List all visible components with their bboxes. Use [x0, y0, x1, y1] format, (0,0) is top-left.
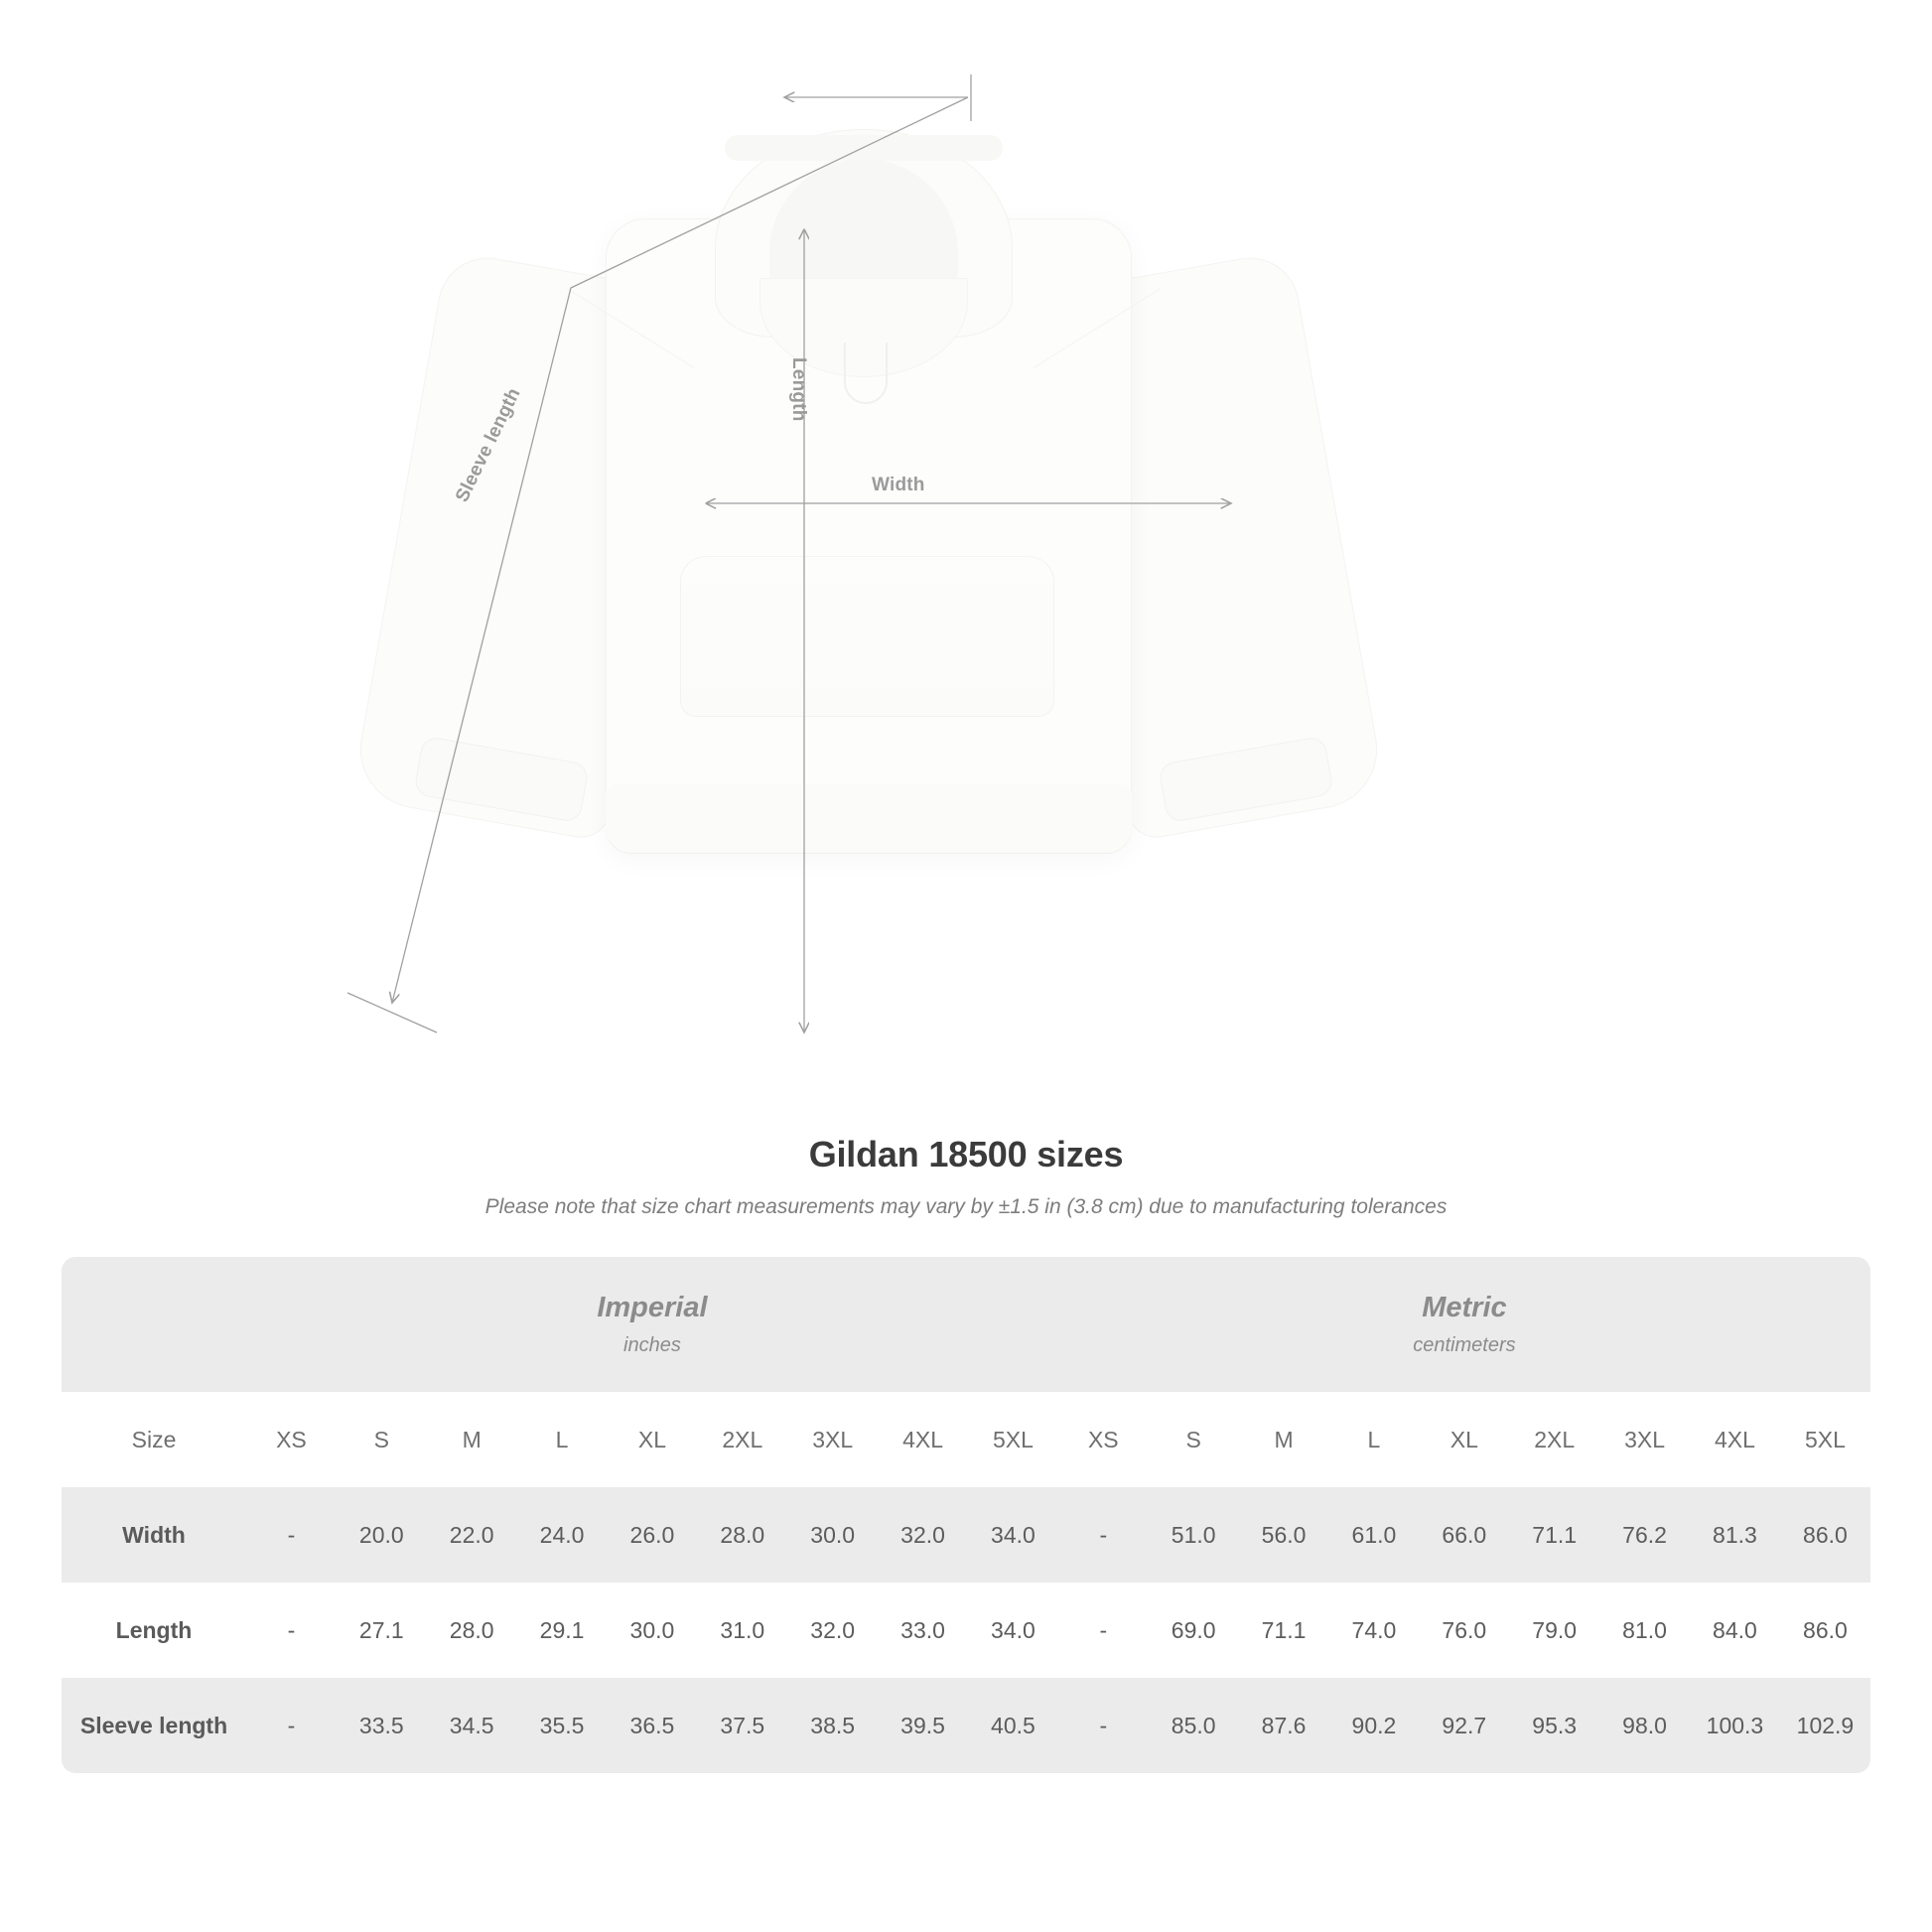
- cell-sleeve-imperial-2xl: 37.5: [697, 1678, 787, 1773]
- cell-width-metric-m: 56.0: [1239, 1487, 1329, 1583]
- header-metric-m: M: [1239, 1392, 1329, 1487]
- cell-length-metric-l: 74.0: [1329, 1583, 1420, 1678]
- cell-length-metric-xs: -: [1058, 1583, 1149, 1678]
- cell-sleeve-metric-s: 85.0: [1149, 1678, 1239, 1773]
- cell-width-metric-xs: -: [1058, 1487, 1149, 1583]
- cell-length-imperial-s: 27.1: [337, 1583, 427, 1678]
- cell-sleeve-metric-xs: -: [1058, 1678, 1149, 1773]
- row-label-width: Width: [62, 1487, 246, 1583]
- length-label: Length: [788, 357, 809, 422]
- cell-length-metric-s: 69.0: [1149, 1583, 1239, 1678]
- cell-sleeve-imperial-5xl: 40.5: [968, 1678, 1058, 1773]
- cell-width-imperial-s: 20.0: [337, 1487, 427, 1583]
- cell-width-metric-4xl: 81.3: [1690, 1487, 1780, 1583]
- header-size: Size: [62, 1392, 246, 1487]
- header-imperial-4xl: 4XL: [878, 1392, 968, 1487]
- unit-sub-metric: centimeters: [1413, 1334, 1516, 1356]
- cell-length-metric-xl: 76.0: [1419, 1583, 1509, 1678]
- header-imperial-5xl: 5XL: [968, 1392, 1058, 1487]
- header-metric-xs: XS: [1058, 1392, 1149, 1487]
- cell-sleeve-imperial-xs: -: [246, 1678, 337, 1773]
- cell-sleeve-imperial-xl: 36.5: [608, 1678, 698, 1773]
- cell-sleeve-imperial-s: 33.5: [337, 1678, 427, 1773]
- cell-width-imperial-xs: -: [246, 1487, 337, 1583]
- cell-length-metric-m: 71.1: [1239, 1583, 1329, 1678]
- unit-group-imperial: [246, 1257, 1058, 1392]
- header-metric-2xl: 2XL: [1509, 1392, 1599, 1487]
- cell-width-metric-l: 61.0: [1329, 1487, 1420, 1583]
- header-imperial-3xl: 3XL: [787, 1392, 878, 1487]
- header-metric-s: S: [1149, 1392, 1239, 1487]
- unit-name-metric: Metric: [1422, 1292, 1507, 1323]
- cell-sleeve-metric-3xl: 98.0: [1599, 1678, 1690, 1773]
- cell-width-imperial-l: 24.0: [517, 1487, 608, 1583]
- header-imperial-2xl: 2XL: [697, 1392, 787, 1487]
- cell-width-imperial-3xl: 30.0: [787, 1487, 878, 1583]
- cell-sleeve-metric-4xl: 100.3: [1690, 1678, 1780, 1773]
- table-corner-cell: [62, 1257, 246, 1392]
- cell-length-metric-2xl: 79.0: [1509, 1583, 1599, 1678]
- cell-sleeve-metric-m: 87.6: [1239, 1678, 1329, 1773]
- width-label: Width: [872, 475, 925, 495]
- table-header-row: [62, 1392, 1870, 1487]
- tolerance-note: Please note that size chart measurements may vary by ±1.5 in (3.8 cm) due to manufacturing tolerances: [484, 1195, 1448, 1218]
- title-block: [0, 1134, 1932, 1219]
- cell-sleeve-imperial-4xl: 39.5: [878, 1678, 968, 1773]
- header-metric-4xl: 4XL: [1690, 1392, 1780, 1487]
- row-label-sleeve-length: Sleeve length: [62, 1678, 246, 1773]
- cell-length-imperial-4xl: 33.0: [878, 1583, 968, 1678]
- cell-width-imperial-4xl: 32.0: [878, 1487, 968, 1583]
- row-label-length: Length: [62, 1583, 246, 1678]
- unit-group-row: [62, 1257, 1870, 1392]
- cell-sleeve-imperial-m: 34.5: [427, 1678, 517, 1773]
- unit-name-imperial: Imperial: [597, 1292, 708, 1323]
- cell-width-imperial-2xl: 28.0: [697, 1487, 787, 1583]
- cell-length-metric-5xl: 86.0: [1780, 1583, 1870, 1678]
- unit-sub-imperial: inches: [623, 1334, 681, 1356]
- size-chart-table-wrap: [62, 1257, 1870, 1773]
- cell-width-imperial-xl: 26.0: [608, 1487, 698, 1583]
- table-row: [62, 1583, 1870, 1678]
- cell-sleeve-imperial-l: 35.5: [517, 1678, 608, 1773]
- header-imperial-m: M: [427, 1392, 517, 1487]
- header-imperial-xs: XS: [246, 1392, 337, 1487]
- header-metric-5xl: 5XL: [1780, 1392, 1870, 1487]
- header-metric-3xl: 3XL: [1599, 1392, 1690, 1487]
- table-row: [62, 1487, 1870, 1583]
- page-title: Gildan 18500 sizes: [808, 1134, 1124, 1174]
- cell-width-imperial-m: 22.0: [427, 1487, 517, 1583]
- size-chart-table: [62, 1257, 1870, 1773]
- header-metric-l: L: [1329, 1392, 1420, 1487]
- cell-length-imperial-xl: 30.0: [608, 1583, 698, 1678]
- cell-length-imperial-2xl: 31.0: [697, 1583, 787, 1678]
- cell-width-metric-2xl: 71.1: [1509, 1487, 1599, 1583]
- unit-group-metric: [1058, 1257, 1870, 1392]
- cell-width-metric-5xl: 86.0: [1780, 1487, 1870, 1583]
- cell-length-imperial-3xl: 32.0: [787, 1583, 878, 1678]
- cell-length-imperial-l: 29.1: [517, 1583, 608, 1678]
- cell-width-imperial-5xl: 34.0: [968, 1487, 1058, 1583]
- cell-width-metric-s: 51.0: [1149, 1487, 1239, 1583]
- header-imperial-l: L: [517, 1392, 608, 1487]
- cell-length-metric-3xl: 81.0: [1599, 1583, 1690, 1678]
- cell-length-metric-4xl: 84.0: [1690, 1583, 1780, 1678]
- cell-length-imperial-m: 28.0: [427, 1583, 517, 1678]
- header-metric-xl: XL: [1419, 1392, 1509, 1487]
- sleeve-length-label: Sleeve length: [452, 384, 525, 506]
- cell-sleeve-imperial-3xl: 38.5: [787, 1678, 878, 1773]
- cell-sleeve-metric-5xl: 102.9: [1780, 1678, 1870, 1773]
- cell-sleeve-metric-2xl: 95.3: [1509, 1678, 1599, 1773]
- header-imperial-s: S: [337, 1392, 427, 1487]
- table-row: [62, 1678, 1870, 1773]
- cell-sleeve-metric-xl: 92.7: [1419, 1678, 1509, 1773]
- cell-length-imperial-xs: -: [246, 1583, 337, 1678]
- header-imperial-xl: XL: [608, 1392, 698, 1487]
- cell-sleeve-metric-l: 90.2: [1329, 1678, 1420, 1773]
- cell-width-metric-3xl: 76.2: [1599, 1487, 1690, 1583]
- cell-length-imperial-5xl: 34.0: [968, 1583, 1058, 1678]
- cell-width-metric-xl: 66.0: [1419, 1487, 1509, 1583]
